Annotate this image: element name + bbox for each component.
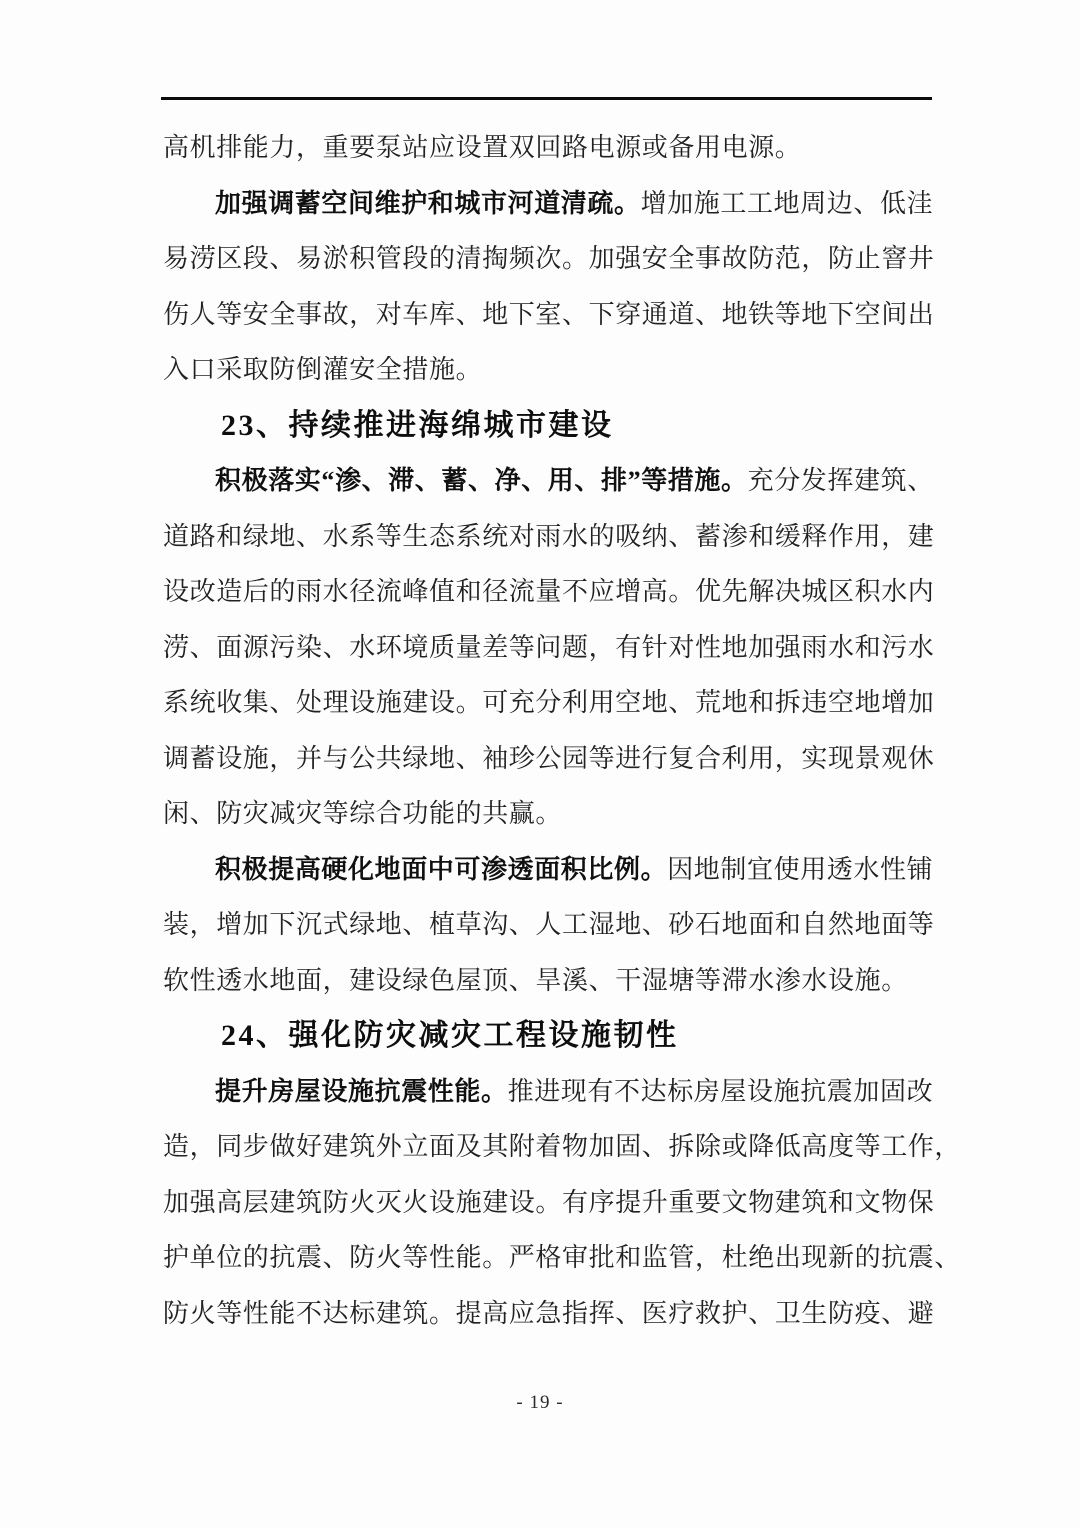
line-text: 装，增加下沉式绿地、植草沟、人工湿地、砂石地面和自然地面等 [163, 910, 935, 939]
text-line [163, 1286, 953, 1342]
text-line [163, 509, 953, 565]
line-text: 加强高层建筑防火灭火设施建设。有序提升重要文物建筑和文物保 [163, 1187, 935, 1217]
page-number: - 19 - [516, 1392, 564, 1413]
text-line [163, 675, 953, 731]
text-line [163, 786, 953, 842]
line-text: 推进现有不达标房屋设施抗震加固改 [507, 1076, 934, 1106]
text-line [163, 731, 953, 787]
line-text: 23、持续推进海绵城市建设 [221, 408, 614, 442]
text-line [163, 176, 953, 232]
text-line [163, 1175, 953, 1231]
text-line [163, 620, 953, 676]
text-line [163, 564, 953, 620]
text-line [163, 120, 953, 176]
header-rule [161, 97, 932, 100]
page-body [163, 120, 962, 1341]
text-line [163, 342, 953, 398]
line-text: 防火等性能不达标建筑。提高应急指挥、医疗救护、卫生防疫、避 [163, 1298, 935, 1328]
line-text: 闲、防灾减灾等综合功能的共赢。 [163, 799, 563, 828]
text-line [163, 1064, 953, 1120]
line-text: 调蓄设施，并与公共绿地、袖珍公园等进行复合利用，实现景观休 [163, 743, 935, 773]
line-text: 涝、面源污染、水环境质量差等问题，有针对性地加强雨水和污水 [163, 632, 935, 662]
line-text: 护单位的抗震、防火等性能。严格审批和监管，杜绝出现新的抗震、 [163, 1243, 962, 1272]
section-heading [163, 398, 953, 454]
text-line [163, 953, 953, 1009]
text-line [163, 842, 953, 898]
paragraph-lead: 加强调蓄空间维护和城市河道清疏。 [215, 188, 641, 218]
line-text: 入口采取防倒灌安全措施。 [163, 355, 483, 384]
section-heading [163, 1008, 953, 1064]
line-text: 因地制宜使用透水性铺 [667, 854, 934, 884]
line-text: 系统收集、处理设施建设。可充分利用空地、荒地和拆违空地增加 [163, 688, 935, 717]
text-line [163, 287, 953, 343]
paragraph-lead: 积极落实“渗、滞、蓄、净、用、排”等措施。 [215, 466, 748, 495]
text-line [163, 897, 953, 953]
line-text: 易涝区段、易淤积管段的清掏频次。加强安全事故防范，防止窨井 [163, 244, 935, 273]
text-line [163, 1230, 962, 1286]
line-text: 伤人等安全事故，对车库、地下室、下穿通道、地铁等地下空间出 [163, 299, 935, 329]
line-text: 充分发挥建筑、 [747, 466, 934, 495]
text-line [163, 1119, 962, 1175]
line-text: 设改造后的雨水径流峰值和径流量不应增高。优先解决城区积水内 [163, 577, 935, 606]
line-text: 软性透水地面，建设绿色屋顶、旱溪、干湿塘等滞水渗水设施。 [163, 965, 908, 995]
line-text: 造，同步做好建筑外立面及其附着物加固、拆除或降低高度等工作， [163, 1132, 962, 1161]
line-text: 增加施工工地周边、低洼 [640, 188, 934, 218]
paragraph-lead: 提升房屋设施抗震性能。 [215, 1076, 508, 1106]
text-line [163, 231, 953, 287]
line-text: 道路和绿地、水系等生态系统对雨水的吸纳、蓄渗和缓释作用，建 [163, 521, 935, 551]
line-text: 高机排能力，重要泵站应设置双回路电源或备用电源。 [163, 133, 802, 162]
text-line [163, 453, 953, 509]
paragraph-lead: 积极提高硬化地面中可渗透面积比例。 [215, 854, 668, 884]
line-text: 24、强化防灾减灾工程设施韧性 [221, 1019, 679, 1052]
